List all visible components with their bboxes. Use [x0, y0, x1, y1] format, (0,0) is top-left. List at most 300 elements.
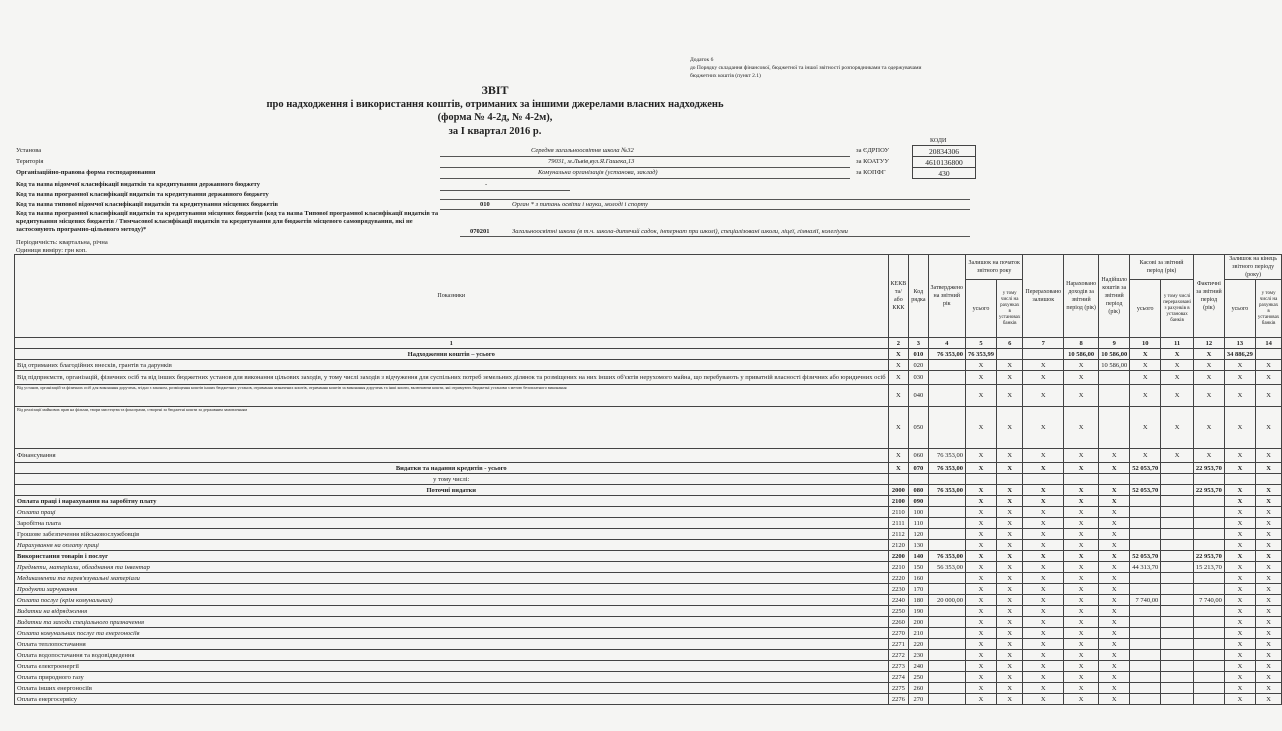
- table-cell: X: [1064, 463, 1099, 474]
- report-form: (форма № 4-2д, № 4-2м),: [437, 112, 553, 123]
- table-cell: 2100: [888, 496, 909, 507]
- table-cell: [1193, 573, 1224, 584]
- table-cell: X: [1255, 407, 1281, 449]
- table-cell: X: [1224, 573, 1255, 584]
- table-cell: X: [997, 595, 1023, 606]
- table-cell: X: [1099, 449, 1130, 463]
- table-cell: 7 740,00: [1130, 595, 1161, 606]
- table-cell: [1161, 650, 1194, 661]
- table-cell: 220: [909, 639, 928, 650]
- table-cell: [1193, 529, 1224, 540]
- table-cell: X: [1224, 529, 1255, 540]
- table-cell: [1193, 628, 1224, 639]
- table-cell: X: [1099, 463, 1130, 474]
- table-cell: X: [1064, 672, 1099, 683]
- table-cell: X: [1255, 507, 1281, 518]
- table-row: [15, 360, 1282, 371]
- table-cell: X: [966, 385, 997, 407]
- row-label: Видатки та надання кредитів - усього: [15, 463, 889, 474]
- table-cell: [928, 407, 966, 449]
- table-cell: X: [1255, 562, 1281, 573]
- table-row: [15, 683, 1282, 694]
- table-cell: [1161, 628, 1194, 639]
- table-cell: X: [1099, 496, 1130, 507]
- table-row: [15, 474, 1282, 485]
- table-cell: X: [1161, 407, 1194, 449]
- table-cell: X: [997, 485, 1023, 496]
- table-cell: [928, 661, 966, 672]
- table-cell: X: [1255, 694, 1281, 705]
- table-cell: [1099, 474, 1130, 485]
- table-cell: X: [1224, 672, 1255, 683]
- table-cell: X: [1161, 385, 1194, 407]
- table-cell: X: [966, 661, 997, 672]
- table-cell: 22 953,70: [1193, 485, 1224, 496]
- hdr-total: усього: [966, 280, 997, 338]
- row-label: Оплата праці: [15, 507, 889, 518]
- table-cell: X: [1023, 485, 1064, 496]
- table-cell: X: [966, 694, 997, 705]
- table-cell: X: [1023, 449, 1064, 463]
- table-cell: 2273: [888, 661, 909, 672]
- table-cell: X: [1064, 485, 1099, 496]
- table-cell: X: [1023, 628, 1064, 639]
- table-cell: X: [1099, 672, 1130, 683]
- table-cell: X: [997, 371, 1023, 385]
- table-row: [15, 573, 1282, 584]
- table-cell: X: [1099, 540, 1130, 551]
- table-cell: 2270: [888, 628, 909, 639]
- table-cell: X: [1255, 360, 1281, 371]
- table-cell: [1130, 518, 1161, 529]
- table-cell: X: [1064, 496, 1099, 507]
- table-cell: X: [966, 507, 997, 518]
- periodicity: Періодичність: квартальна, річна: [16, 239, 108, 246]
- hdr-incl-bank: у тому числі на рахунках в установах банків: [1255, 280, 1281, 338]
- hdr-approved: Затверджено на звітний рік: [928, 255, 966, 338]
- table-cell: 34 886,29: [1224, 349, 1255, 360]
- code-edrpou: 20834306: [913, 146, 976, 157]
- table-cell: [928, 518, 966, 529]
- table-cell: 2120: [888, 540, 909, 551]
- table-row: [15, 694, 1282, 705]
- table-cell: X: [966, 595, 997, 606]
- table-cell: 140: [909, 551, 928, 562]
- table-cell: [1193, 694, 1224, 705]
- table-cell: 76 353,99: [966, 349, 997, 360]
- table-cell: X: [1224, 562, 1255, 573]
- table-cell: X: [1099, 551, 1130, 562]
- table-cell: 2275: [888, 683, 909, 694]
- table-cell: X: [888, 385, 909, 407]
- table-cell: X: [997, 694, 1023, 705]
- hdr-balance-end: Залишок на кінець звітного періоду (року): [1224, 255, 1281, 280]
- row-label: Оплата теплопостачання: [15, 639, 889, 650]
- table-cell: X: [1064, 540, 1099, 551]
- table-cell: X: [1023, 617, 1064, 628]
- table-cell: [1023, 474, 1064, 485]
- table-cell: [1161, 672, 1194, 683]
- kopfg-label: за КОПФГ: [856, 169, 886, 176]
- table-cell: X: [1064, 518, 1099, 529]
- row-label: Використання товарів і послуг: [15, 551, 889, 562]
- hdr-cash: Касові за звітний період (рік): [1130, 255, 1194, 280]
- table-cell: [928, 573, 966, 584]
- table-cell: X: [997, 606, 1023, 617]
- table-cell: 2274: [888, 672, 909, 683]
- table-cell: 120: [909, 529, 928, 540]
- table-cell: X: [1023, 371, 1064, 385]
- table-cell: X: [1224, 463, 1255, 474]
- table-cell: X: [1255, 650, 1281, 661]
- table-cell: [1161, 518, 1194, 529]
- typical-class-name: Орган * з питань освіти і науки, молоді і спорту: [512, 201, 648, 208]
- table-cell: X: [1224, 371, 1255, 385]
- table-row: [15, 349, 1282, 360]
- table-cell: [928, 584, 966, 595]
- table-cell: X: [997, 529, 1023, 540]
- table-cell: X: [1064, 371, 1099, 385]
- table-cell: 76 353,00: [928, 485, 966, 496]
- table-cell: X: [997, 573, 1023, 584]
- table-cell: 2272: [888, 650, 909, 661]
- table-cell: X: [1255, 496, 1281, 507]
- row-label: Оплата послуг (крім комунальних): [15, 595, 889, 606]
- table-cell: X: [997, 507, 1023, 518]
- table-cell: [1130, 639, 1161, 650]
- report-title: ЗВІТ: [481, 83, 509, 97]
- table-cell: [928, 371, 966, 385]
- row-label: Оплата електроенергії: [15, 661, 889, 672]
- table-cell: X: [997, 639, 1023, 650]
- table-cell: X: [1099, 507, 1130, 518]
- table-cell: [997, 349, 1023, 360]
- table-cell: X: [1099, 628, 1130, 639]
- table-cell: X: [1255, 639, 1281, 650]
- table-cell: [928, 496, 966, 507]
- row-label: Заробітна плата: [15, 518, 889, 529]
- table-cell: X: [1224, 540, 1255, 551]
- table-row: [15, 584, 1282, 595]
- hdr-incl-deposit: у тому числі перераховані з рахунків в установах банків: [1161, 280, 1194, 338]
- table-cell: 160: [909, 573, 928, 584]
- table-cell: X: [966, 449, 997, 463]
- table-cell: [1130, 507, 1161, 518]
- table-cell: X: [1255, 385, 1281, 407]
- table-cell: [928, 360, 966, 371]
- table-cell: X: [1255, 485, 1281, 496]
- table-cell: X: [966, 584, 997, 595]
- table-cell: [1161, 617, 1194, 628]
- table-cell: X: [1224, 661, 1255, 672]
- table-cell: [1161, 606, 1194, 617]
- table-cell: X: [1023, 683, 1064, 694]
- table-cell: X: [1064, 385, 1099, 407]
- table-cell: X: [1224, 606, 1255, 617]
- table-cell: X: [1193, 349, 1224, 360]
- table-cell: X: [1023, 407, 1064, 449]
- table-cell: X: [966, 540, 997, 551]
- table-cell: [1161, 595, 1194, 606]
- table-cell: X: [1099, 595, 1130, 606]
- opf-value: Комунальна організація (установа, заклад): [538, 169, 658, 176]
- table-row: [15, 540, 1282, 551]
- table-cell: X: [1023, 584, 1064, 595]
- table-cell: 52 053,70: [1130, 463, 1161, 474]
- table-cell: X: [997, 650, 1023, 661]
- column-number: 11: [1161, 338, 1194, 349]
- table-cell: [1193, 540, 1224, 551]
- typical-class-label: Код та назва типової відомчої класифікації видатків та кредитування місцевих бюджетів: [16, 201, 279, 208]
- table-cell: X: [1023, 507, 1064, 518]
- table-cell: X: [966, 518, 997, 529]
- table-cell: X: [1064, 584, 1099, 595]
- table-cell: X: [1224, 485, 1255, 496]
- column-number: 6: [997, 338, 1023, 349]
- table-cell: 150: [909, 562, 928, 573]
- table-cell: [1130, 474, 1161, 485]
- table-cell: X: [997, 385, 1023, 407]
- table-row: [15, 463, 1282, 474]
- table-cell: X: [1064, 573, 1099, 584]
- table-cell: X: [997, 617, 1023, 628]
- row-label: Оплата інших енергоносіїв: [15, 683, 889, 694]
- table-cell: X: [1064, 595, 1099, 606]
- dept-class-label: Код та назва відомчої класифікації видатків та кредитування державного бюджету: [16, 181, 260, 188]
- local-class-code: 070201: [470, 228, 490, 235]
- table-cell: X: [1255, 661, 1281, 672]
- table-cell: 230: [909, 650, 928, 661]
- table-cell: X: [1255, 617, 1281, 628]
- table-cell: X: [1224, 496, 1255, 507]
- table-cell: 060: [909, 449, 928, 463]
- table-cell: X: [1161, 360, 1194, 371]
- table-row: [15, 650, 1282, 661]
- column-number: 4: [928, 338, 966, 349]
- row-label: Оплата енергосервісу: [15, 694, 889, 705]
- table-cell: X: [888, 371, 909, 385]
- table-cell: X: [1224, 449, 1255, 463]
- table-cell: 44 313,70: [1130, 562, 1161, 573]
- table-cell: X: [888, 407, 909, 449]
- column-number: 5: [966, 338, 997, 349]
- table-cell: [1193, 496, 1224, 507]
- table-cell: [1130, 540, 1161, 551]
- table-cell: [1099, 371, 1130, 385]
- table-row: [15, 551, 1282, 562]
- table-cell: [1161, 485, 1194, 496]
- report-subtitle: про надходження і використання коштів, отриманих за іншими джерелами власних надходжень: [266, 99, 724, 110]
- table-cell: X: [997, 407, 1023, 449]
- report-period: за І квартал 2016 р.: [448, 126, 542, 137]
- table-cell: X: [1064, 529, 1099, 540]
- table-cell: 76 353,00: [928, 551, 966, 562]
- institution-value: Середня загальноосвітня школа №32: [531, 147, 634, 154]
- table-cell: X: [997, 518, 1023, 529]
- table-cell: [1130, 694, 1161, 705]
- table-cell: [1193, 518, 1224, 529]
- table-cell: 2210: [888, 562, 909, 573]
- table-cell: [1193, 606, 1224, 617]
- row-label: Від отриманих благодійних внесків, грантів та дарунків: [15, 360, 889, 371]
- table-cell: [1193, 584, 1224, 595]
- appendix-note: Додаток 6 до Порядку складання фінансової, бюджетної та іншої звітності розпорядниками та одержувачами бюджетних коштів (пункт 2.1): [690, 57, 922, 79]
- edrpou-label: за ЄДРПОУ: [856, 147, 890, 154]
- table-cell: [1193, 650, 1224, 661]
- table-cell: [1130, 661, 1161, 672]
- table-cell: X: [1255, 551, 1281, 562]
- table-cell: 020: [909, 360, 928, 371]
- table-cell: 20 000,00: [928, 595, 966, 606]
- table-cell: [1255, 474, 1281, 485]
- table-cell: X: [1255, 672, 1281, 683]
- table-cell: [928, 385, 966, 407]
- table-row: [15, 529, 1282, 540]
- table-cell: X: [1064, 628, 1099, 639]
- table-cell: 210: [909, 628, 928, 639]
- table-cell: [1130, 650, 1161, 661]
- table-cell: X: [966, 463, 997, 474]
- koatuu-label: за КОАТУУ: [856, 158, 889, 165]
- table-cell: 040: [909, 385, 928, 407]
- table-cell: 10 586,00: [1064, 349, 1099, 360]
- table-cell: X: [966, 496, 997, 507]
- column-number: 14: [1255, 338, 1281, 349]
- table-cell: X: [1255, 584, 1281, 595]
- table-cell: [1130, 617, 1161, 628]
- table-row: [15, 507, 1282, 518]
- table-cell: 10 586,00: [1099, 349, 1130, 360]
- table-cell: X: [1064, 661, 1099, 672]
- table-cell: X: [1255, 628, 1281, 639]
- table-cell: X: [997, 360, 1023, 371]
- report-table: [14, 254, 1282, 705]
- column-number: 8: [1064, 338, 1099, 349]
- table-cell: [1161, 639, 1194, 650]
- table-cell: X: [1193, 385, 1224, 407]
- table-cell: X: [997, 463, 1023, 474]
- table-cell: 15 213,70: [1193, 562, 1224, 573]
- table-cell: [928, 507, 966, 518]
- table-cell: [1130, 628, 1161, 639]
- table-cell: 260: [909, 683, 928, 694]
- table-cell: X: [1224, 518, 1255, 529]
- table-cell: X: [966, 573, 997, 584]
- table-cell: X: [966, 617, 997, 628]
- table-cell: X: [966, 529, 997, 540]
- table-cell: X: [997, 496, 1023, 507]
- row-label: Видатки на відрядження: [15, 606, 889, 617]
- table-cell: X: [1023, 672, 1064, 683]
- hdr-transferred: Перераховано залишок: [1023, 255, 1064, 338]
- table-cell: X: [1193, 407, 1224, 449]
- table-cell: X: [1224, 551, 1255, 562]
- table-cell: X: [1064, 639, 1099, 650]
- hdr-total: усього: [1130, 280, 1161, 338]
- table-cell: X: [1064, 551, 1099, 562]
- table-cell: [1193, 661, 1224, 672]
- table-cell: 070: [909, 463, 928, 474]
- table-cell: X: [1064, 507, 1099, 518]
- table-cell: X: [997, 540, 1023, 551]
- table-cell: X: [1099, 694, 1130, 705]
- table-cell: 180: [909, 595, 928, 606]
- table-cell: X: [1099, 639, 1130, 650]
- table-row: [15, 617, 1282, 628]
- table-cell: [928, 639, 966, 650]
- table-cell: [1161, 529, 1194, 540]
- table-cell: X: [1023, 595, 1064, 606]
- codes-table: [912, 145, 976, 179]
- table-cell: X: [1224, 639, 1255, 650]
- table-cell: [1161, 584, 1194, 595]
- table-cell: [928, 672, 966, 683]
- opf-label: Організаційно-правова форма господарювання: [16, 169, 156, 176]
- code-koatuu: 4610136800: [913, 157, 976, 168]
- table-cell: [928, 529, 966, 540]
- column-number: 3: [909, 338, 928, 349]
- table-cell: X: [1023, 463, 1064, 474]
- table-cell: X: [1023, 529, 1064, 540]
- table-cell: X: [997, 683, 1023, 694]
- table-cell: X: [1099, 683, 1130, 694]
- column-number: 10: [1130, 338, 1161, 349]
- column-numbers-row: [15, 338, 1282, 349]
- table-cell: X: [997, 672, 1023, 683]
- table-cell: X: [1255, 683, 1281, 694]
- table-cell: X: [966, 407, 997, 449]
- table-cell: X: [1099, 584, 1130, 595]
- table-cell: X: [1161, 449, 1194, 463]
- table-cell: X: [1099, 617, 1130, 628]
- table-cell: X: [1255, 463, 1281, 474]
- table-cell: 170: [909, 584, 928, 595]
- table-cell: [1161, 507, 1194, 518]
- code-kopfg: 430: [913, 168, 976, 179]
- column-number: 9: [1099, 338, 1130, 349]
- table-cell: X: [1255, 371, 1281, 385]
- territory-label: Територія: [16, 158, 44, 165]
- table-cell: 240: [909, 661, 928, 672]
- table-cell: [928, 617, 966, 628]
- table-cell: X: [966, 371, 997, 385]
- table-cell: X: [1224, 360, 1255, 371]
- table-cell: [966, 474, 997, 485]
- table-cell: X: [997, 661, 1023, 672]
- table-cell: 190: [909, 606, 928, 617]
- row-label: Медикаменти та перев'язувальні матеріали: [15, 573, 889, 584]
- table-cell: 2220: [888, 573, 909, 584]
- table-cell: 2230: [888, 584, 909, 595]
- table-cell: X: [1099, 485, 1130, 496]
- table-cell: [928, 474, 966, 485]
- row-label: Грошове забезпечення військовослужбовців: [15, 529, 889, 540]
- table-cell: X: [1064, 606, 1099, 617]
- hdr-kekv: КЕКВ та/або ККК: [888, 255, 909, 338]
- table-cell: X: [997, 449, 1023, 463]
- unit-of-measure: Одиниця виміру: грн коп.: [16, 247, 87, 254]
- hdr-accrued: Нараховано доходів за звітний період (рік): [1064, 255, 1099, 338]
- table-cell: 2260: [888, 617, 909, 628]
- table-cell: 130: [909, 540, 928, 551]
- table-cell: X: [1099, 518, 1130, 529]
- typical-class-code: 010: [480, 201, 490, 208]
- table-cell: X: [1224, 650, 1255, 661]
- table-cell: [1130, 496, 1161, 507]
- table-cell: 100: [909, 507, 928, 518]
- column-number: 12: [1193, 338, 1224, 349]
- table-cell: X: [1193, 371, 1224, 385]
